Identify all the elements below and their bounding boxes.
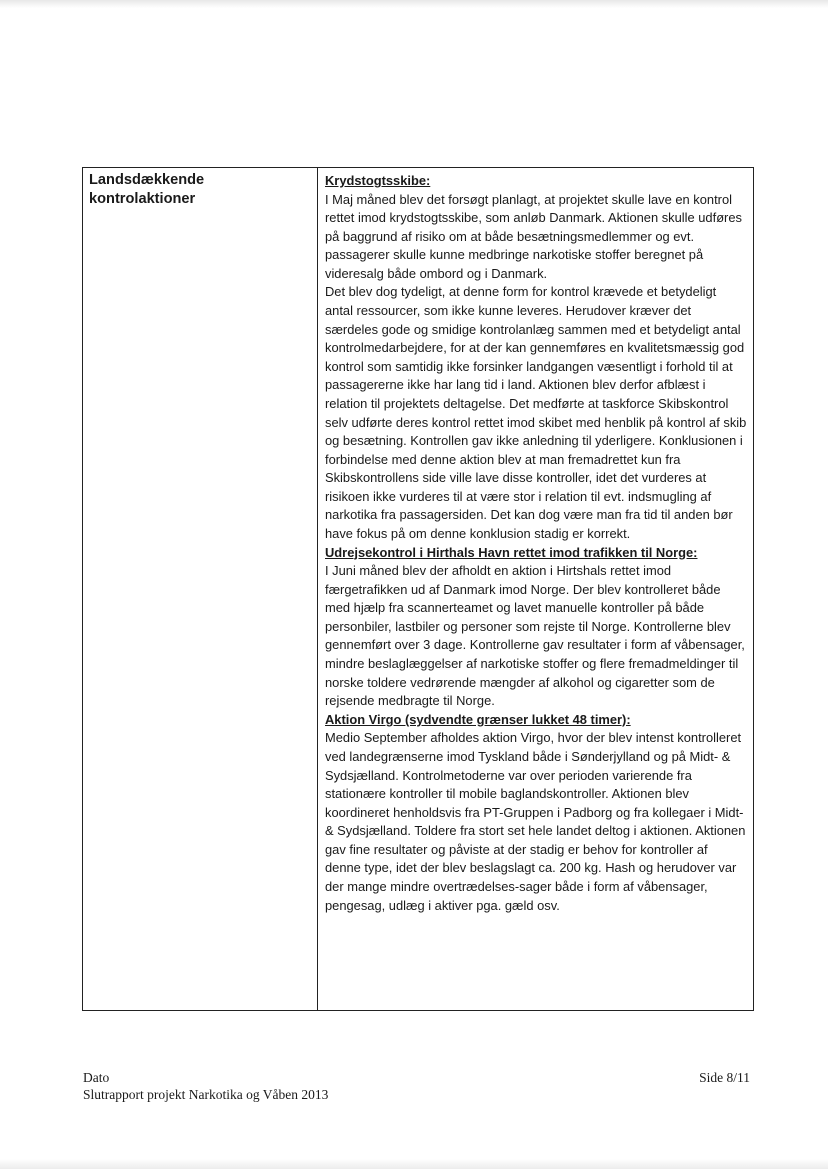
page-number: Side 8/11	[699, 1070, 750, 1085]
paragraph-krydstogtsskibe-1: I Maj måned blev det forsøgt planlagt, at projektet skulle lave en kontrol rettet imod krydstogtsskibe, som anløb Danmark. Aktionen skulle udføres på baggrund af risiko om at både besætningsmedlemmer og evt. passagerer skulle kunne medbringe narkotiske stoffer beregnet på videresalg både ombord og i Danmark.	[325, 191, 742, 281]
section-heading-krydstogtsskibe: Krydstogtsskibe:	[325, 173, 431, 188]
table-left-cell	[83, 168, 318, 1010]
footer-report-title: Slutrapport projekt Narkotika og Våben 2013	[83, 1087, 329, 1102]
table-right-cell	[318, 168, 753, 1010]
paragraph-krydstogtsskibe-2: Det blev dog tydeligt, at denne form for kontrol krævede et betydeligt antal ressourcer, som ikke kunne leveres. Herudover kræver det særdeles gode og smidige kontrolanlæg sammen med et betydeligt antal kontrolmedarbejdere, for at der kan gennemføres en kvalitetsmæssig god kontrol som samtidig ikke forsinker landgangen væsentligt i forhold til at passagererne ikke har lang tid i land. Aktionen blev derfor afblæst i relation til projektets deltagelse. Det medførte at taskforce Skibskontrol selv udførte deres kontrol rettet imod skibet med henblik på kontrol af skib og besætning. Kontrollen gav ikke anledning til yderligere. Konklusionen i forbindelse med denne aktion blev at man fremadrettet kun fra Skibskontrollens side ville lave disse kontroller, idet det vurderes at risikoen ikke vurderes til at være stor i relation til evt. indsmugling af narkotika fra passagersiden. Det kan dog være man fra tid til anden bør have fokus på om denne konklusion stadig er korrekt.	[325, 284, 747, 541]
row-label-line-2: kontrolaktioner	[89, 191, 196, 207]
row-label-line-1: Landsdækkende	[89, 172, 205, 188]
scan-edge-top	[0, 0, 828, 8]
footer-date-label: Dato	[83, 1070, 110, 1085]
section-heading-udrejsekontrol: Udrejsekontrol i Hirthals Havn rettet imod trafikken til Norge:	[325, 544, 698, 560]
paragraph-aktion-virgo-1: Medio September afholdes aktion Virgo, hvor der blev intenst kontrolleret ved landegrænserne imod Tyskland både i Sønderjylland og på Midt- & Sydsjælland. Kontrolmetoderne var over perioden varierende fra stationære kontroller til mobile baglandskontroller. Aktionen blev koordineret henholdsvis fra PT-Gruppen i Padborg og fra kollegaer i Midt- & Sydsjælland. Toldere fra stort set hele landet deltog i aktionen. Aktionen gav fine resultater og påviste at der stadig er behov for kontroller af denne type, idet der blev beslagslagt ca. 200 kg. Hash og herudover var der mange mindre overtrædelses-sager både i form af våbensager, pengesag, udlæg i aktiver pga. gæld osv.	[325, 730, 746, 913]
paragraph-udrejsekontrol-1: I Juni måned blev der afholdt en aktion i Hirtshals rettet imod færgetrafikken ud af Danmark imod Norge. Der blev kontrolleret både med hjælp fra scannerteamet og lavet manuelle kontroller på både personbiler, lastbiler og personer som rejste til Norge. Kontrollerne blev gennemført over 3 dage. Kontrollerne gav resultater i form af våbensager, mindre beslaglæggelser af narkotiske stoffer og flere fremadmeldinger til norske toldere vedrørende mængder af alkohol og cigaretter som de rejsende medbragte til Norge.	[325, 563, 745, 709]
content-table	[82, 167, 754, 1011]
scan-edge-bottom	[0, 1159, 828, 1169]
section-heading-aktion-virgo: Aktion Virgo (sydvendte grænser lukket 48 timer):	[325, 711, 631, 727]
page-footer-left	[83, 1069, 328, 1103]
